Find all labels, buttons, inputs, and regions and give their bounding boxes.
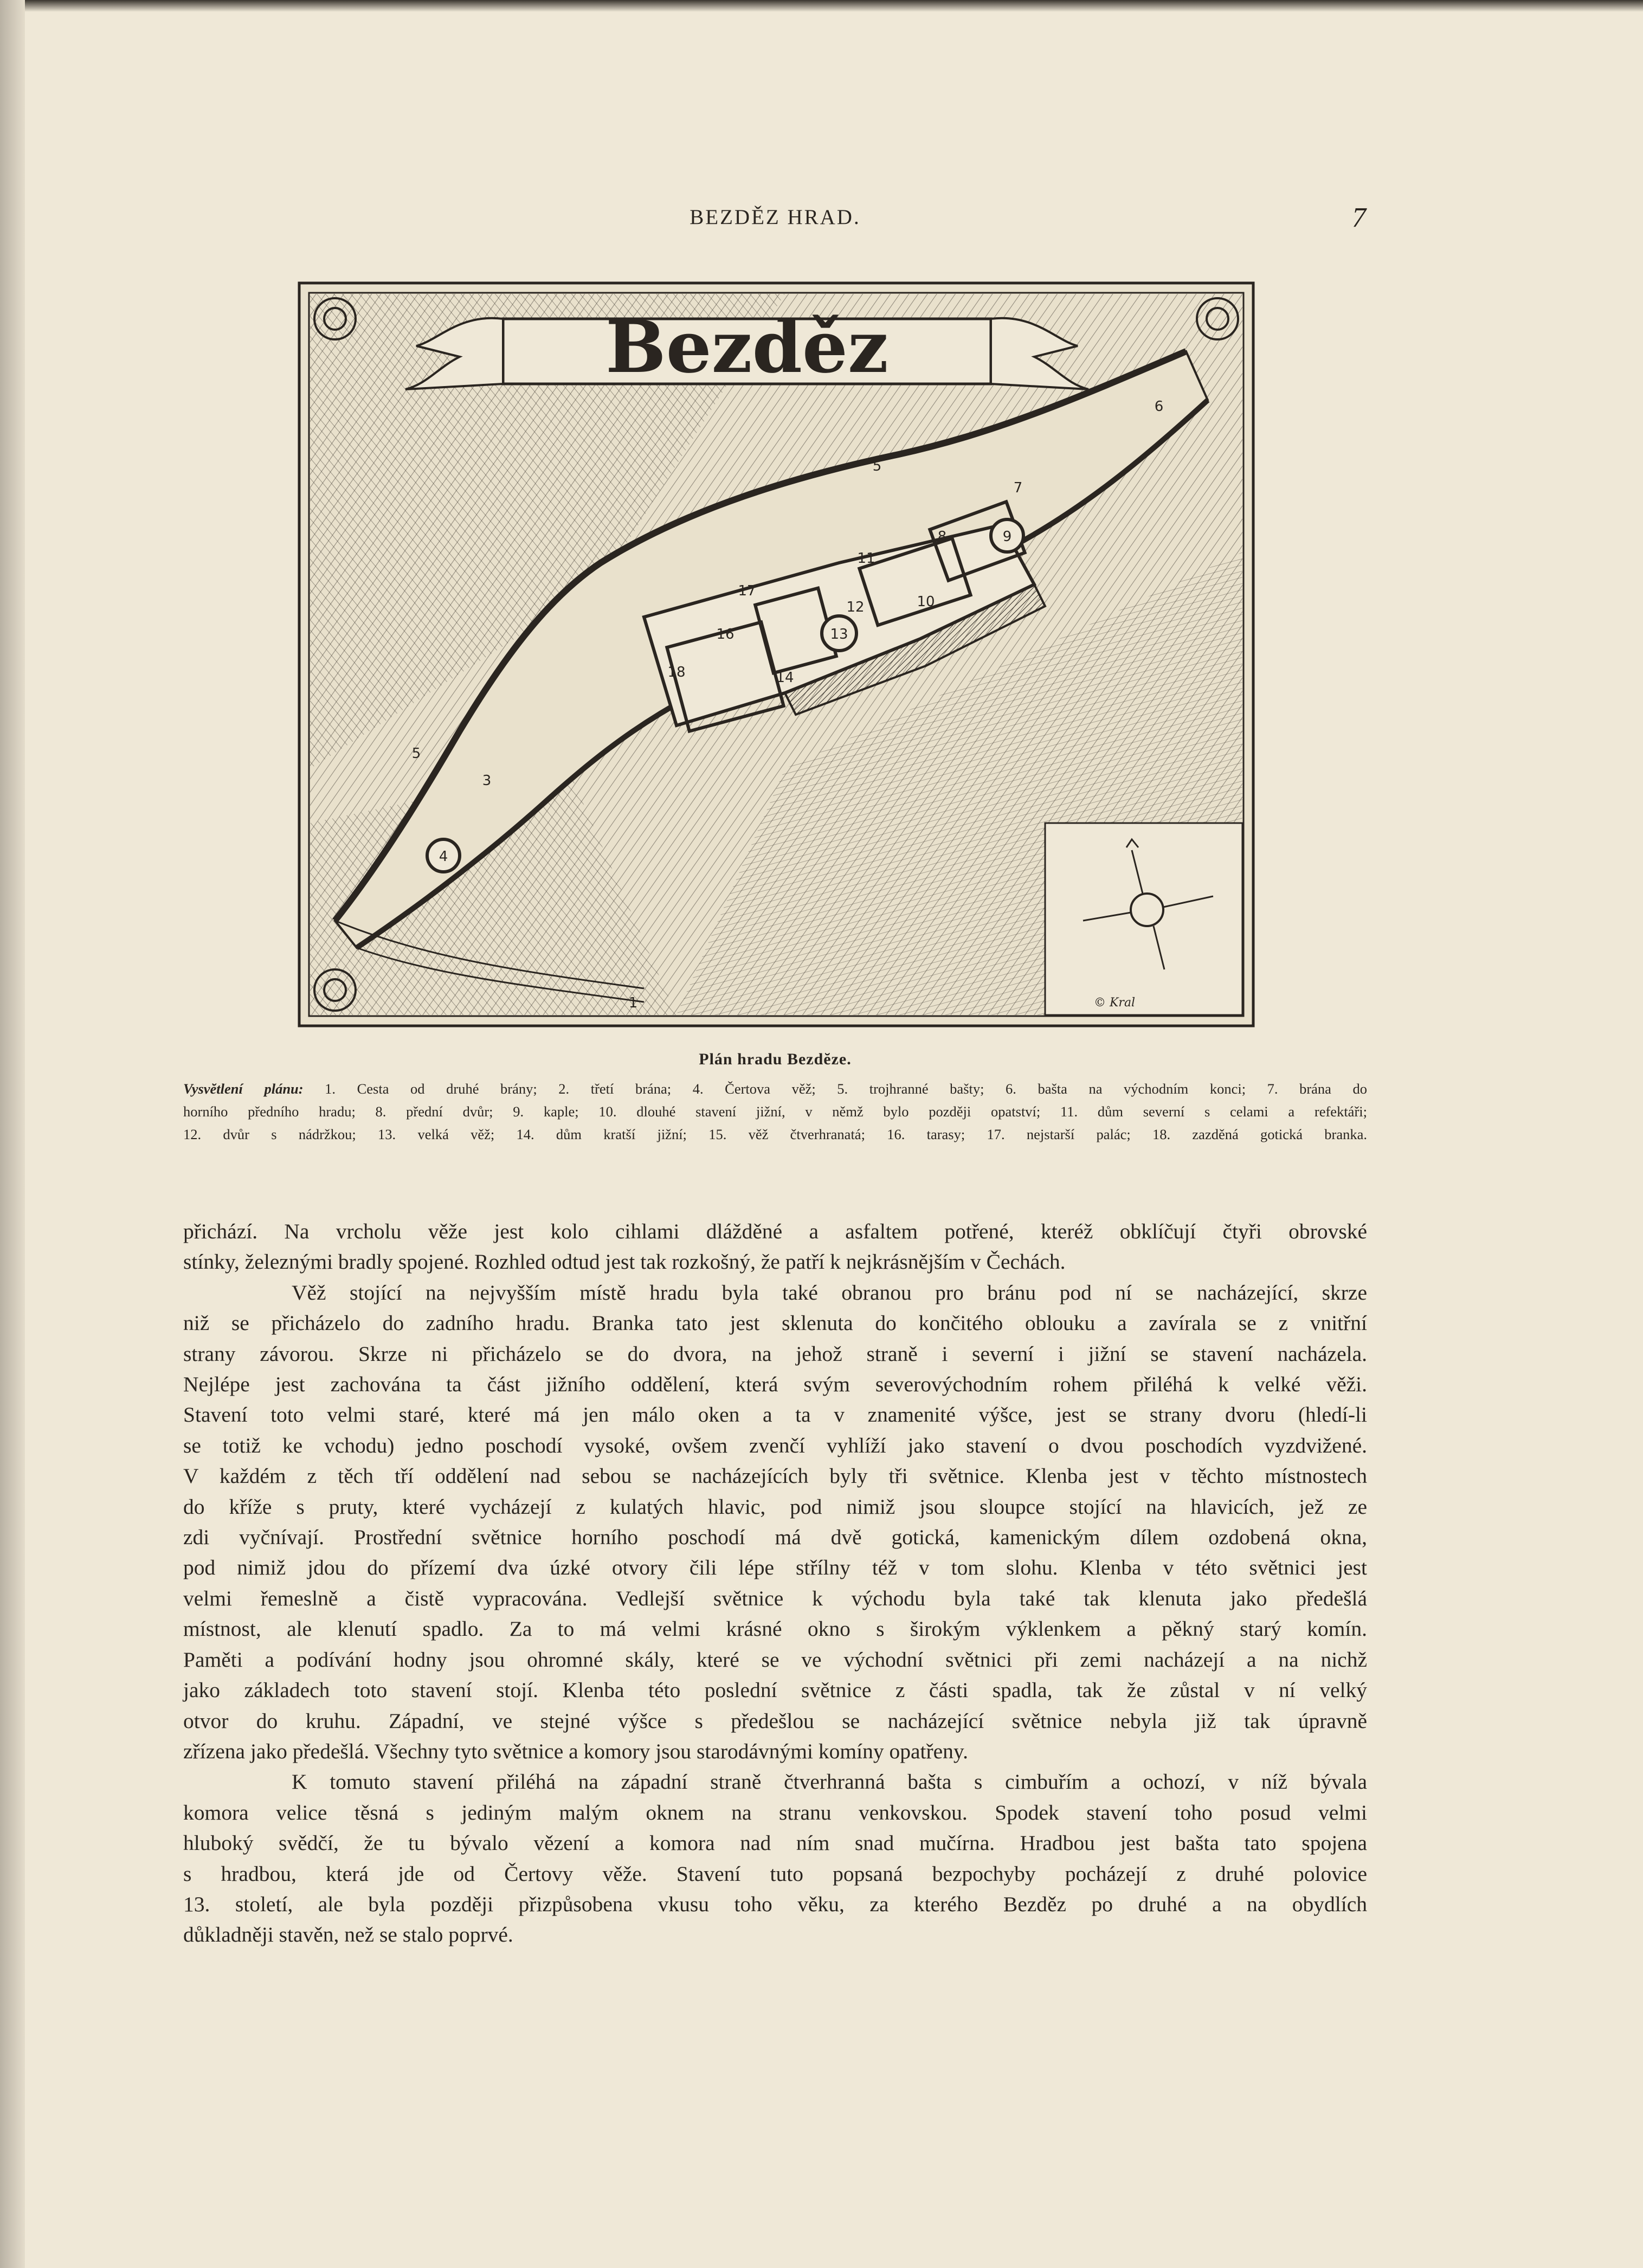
text-line: důkladněji stavěn, než se stalo poprvé.	[183, 1923, 513, 1947]
text-line: zdi vyčnívají. Prostřední světnice horního poschodí má dvě gotická, kamenickým dílem ozdobená okna,	[183, 1525, 1367, 1550]
plan-label-16: 16	[716, 626, 734, 643]
paragraph-1	[183, 1216, 1367, 1277]
text-line: pod nimiž jdou do přízemí dva úzké otvory čili lépe střílny též v tom slohu. Klenba v této světnici jest	[183, 1556, 1367, 1580]
caption-line: 12. dvůr s nádržkou; 13. velká věž; 14. dům kratší jižní; 15. věž čtverhranatá; 16. tarasy; 17. nejstarší palác; 18. zazděná gotická branka.	[183, 1126, 1367, 1142]
text-line: Věž stojící na nejvyšším místě hradu byla také obranou pro bránu pod ní se nacházející, skrze	[292, 1280, 1367, 1305]
text-line: Stavení toto velmi staré, které má jen málo oken a ta v znamenité výšce, jest se strany dvoru (hledí-li	[183, 1403, 1367, 1427]
plan-label-1: 1	[628, 995, 638, 1011]
text-line: niž se přicházelo do zadního hradu. Branka tato jest sklenuta do končitého oblouku a zavírala se z vnitřní	[183, 1311, 1367, 1335]
page-gutter-shadow	[0, 0, 25, 2268]
figure-caption-legend	[183, 1077, 1367, 1146]
text-line: se totiž ke vchodu) jedno poschodí vysoké, ovšem zvenčí vyhlíží jako stavení o dvou poschodích vyzdvižené.	[183, 1433, 1367, 1457]
plan-label-6: 6	[1154, 399, 1164, 415]
text-line: K tomuto stavení přiléhá na západní straně čtverhranná bašta s cimbuřím a ochozí, v níž bývala	[292, 1770, 1367, 1794]
text-line: jako základech toto stavení stojí. Klenba této poslední světnice z části spadla, tak že zůstal v ní velký	[183, 1678, 1367, 1702]
plan-label-14: 14	[776, 670, 794, 686]
text-line: hluboký svědčí, že tu bývalo vězení a komora nad ním snad mučírna. Hradbou jest bašta tato spojena	[183, 1831, 1367, 1855]
plan-label-4: 4	[439, 849, 448, 865]
text-line: otvor do kruhu. Západní, ve stejné výšce s předešlou se nacházející světnice nebyla již tak úpravně	[183, 1708, 1367, 1733]
figure-caption-title: Plán hradu Bezdĕze.	[699, 1050, 852, 1068]
plan-label-11: 11	[857, 550, 875, 567]
plan-label-12: 12	[846, 599, 865, 615]
castle-plan-svg	[297, 281, 1255, 1028]
text-line: s hradbou, která jde od Čertovy věže. Stavení tuto popsaná bezpochyby pocházejí z druhé polovice	[183, 1861, 1367, 1886]
plan-label-18: 18	[667, 664, 686, 680]
plan-label-13: 13	[830, 626, 848, 643]
running-title: BEZDĚZ HRAD.	[690, 205, 861, 229]
paragraph-2	[183, 1277, 1367, 1767]
plan-banner-title: Bezděz	[605, 305, 888, 389]
plan-label-3: 3	[482, 773, 492, 789]
page-top-edge	[0, 0, 1643, 12]
body-text	[183, 1216, 1367, 1950]
text-line: do kříže s pruty, které vycházejí z kulatých hlavic, pod nimiž jsou sloupce stojící na hlavicích, jež ze	[183, 1494, 1367, 1519]
caption-line: Vysvĕtlení plánu: 1. Cesta od druhé brány; 2. třetí brána; 4. Čertova věž; 5. trojhranné bašty; 6. bašta na východním konci; 7. brána do	[183, 1081, 1367, 1097]
plan-label-5b: 5	[872, 458, 882, 474]
text-line: Paměti a podívání hodny jsou ohromné skály, které se ve východní světnici při zemi nacházejí a na nichž	[183, 1647, 1367, 1672]
plan-signature: © Kral	[1094, 996, 1136, 1010]
page-number: 7	[1352, 202, 1366, 233]
text-line: zřízena jako předešlá. Všechny tyto světnice a komory jsou starodávnými komíny opatřeny.	[183, 1739, 968, 1763]
paragraph-3	[183, 1766, 1367, 1950]
compass-rose	[1045, 823, 1242, 1015]
plan-label-17: 17	[738, 583, 756, 599]
text-line: V každém z těch tří oddělení nad sebou se nacházejících byly tři světnice. Klenba jest v těchto místnostech	[183, 1464, 1367, 1488]
plan-label-7: 7	[1013, 480, 1023, 496]
castle-plan-illustration	[297, 281, 1255, 1028]
text-line: velmi řemeslně a čistě vypracována. Vedlejší světnice k východu byla také tak klenuta jako předešlá	[183, 1586, 1367, 1610]
text-line: strany závorou. Skrze ni přicházelo se do dvora, na jehož straně i severní i jižní se stavení nacházela.	[183, 1341, 1367, 1366]
caption-lead: Vysvĕtlení plánu:	[183, 1081, 304, 1097]
text-line: Nejlépe jest zachována ta část jižního oddělení, která svým severovýchodním rohem přiléhá k velké věži.	[183, 1372, 1367, 1397]
text-line: místnost, ale klenutí spadlo. Za to má velmi krásné okno s širokým výklenkem a pěkný starý komín.	[183, 1617, 1367, 1641]
text-line: přichází. Na vrcholu věže jest kolo cihlami dlážděné a asfaltem potřené, kteréž obklíčují čtyři obrovské	[183, 1219, 1367, 1243]
text-line: stínky, železnými bradly spojené. Rozhled odtud jest tak rozkošný, že patří k nejkrásnějším v Čechách.	[183, 1250, 1066, 1274]
plan-label-10: 10	[917, 594, 935, 610]
caption-line: horního předního hradu; 8. přední dvůr; 9. kaple; 10. dlouhé stavení jižní, v němž bylo později opatství; 11. dům severní s celami a refektáři;	[183, 1103, 1367, 1120]
plan-label-5a: 5	[411, 746, 421, 762]
text-line: 13. století, ale byla později přizpůsobena vkusu toho věku, za kterého Bezděz po druhé a na obydlích	[183, 1892, 1367, 1916]
plan-label-8: 8	[937, 529, 947, 545]
text-line: komora velice těsná s jediným malým oknem na stranu venkovskou. Spodek stavení toho posud velmi	[183, 1800, 1367, 1824]
page-header	[184, 202, 1366, 240]
plan-label-9: 9	[1002, 529, 1012, 545]
